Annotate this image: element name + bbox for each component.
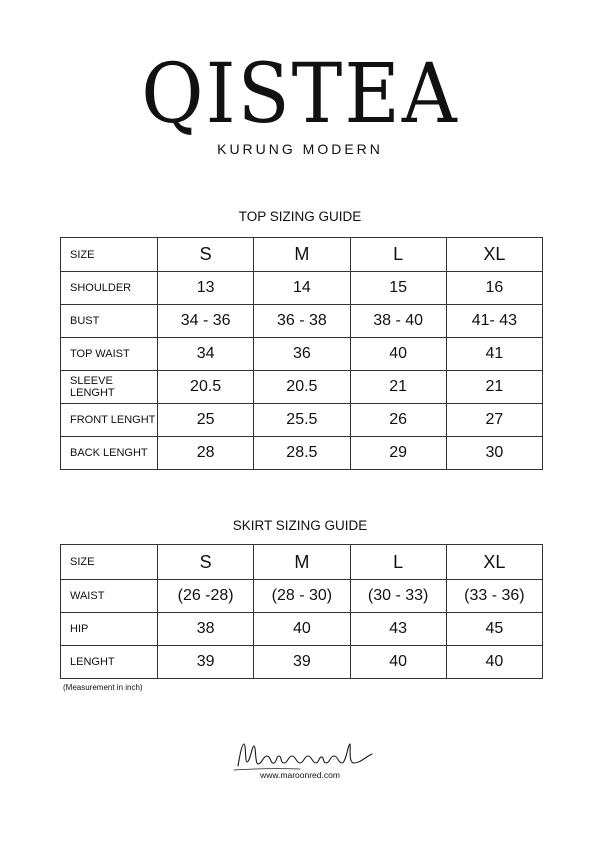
- cell: 40: [350, 646, 446, 679]
- table-row: [61, 404, 543, 437]
- skirt-guide-title: SKIRT SIZING GUIDE: [232, 518, 368, 533]
- row-label: HIP: [61, 613, 158, 646]
- row-label: LENGHT: [61, 646, 158, 679]
- cell: (26 -28): [158, 580, 254, 613]
- header-label: SIZE: [61, 545, 158, 580]
- table-row: [61, 305, 543, 338]
- row-label: SLEEVE LENGHT: [61, 371, 158, 404]
- size-s-header: S: [158, 238, 254, 272]
- cell: 27: [446, 404, 542, 437]
- size-m-header: M: [254, 545, 350, 580]
- cell: 25: [158, 404, 254, 437]
- table-row: [61, 371, 543, 404]
- cell: 34: [158, 338, 254, 371]
- cell: 36 - 38: [254, 305, 350, 338]
- cell: 16: [446, 272, 542, 305]
- cell: 21: [446, 371, 542, 404]
- table-row: [61, 338, 543, 371]
- size-xl-header: XL: [446, 545, 542, 580]
- cell: 25.5: [254, 404, 350, 437]
- cell: 38 - 40: [350, 305, 446, 338]
- cell: 21: [350, 371, 446, 404]
- header-label: SIZE: [61, 238, 158, 272]
- cell: (28 - 30): [254, 580, 350, 613]
- size-l-header: L: [350, 238, 446, 272]
- cell: 29: [350, 437, 446, 470]
- row-label: SHOULDER: [61, 272, 158, 305]
- cell: 13: [158, 272, 254, 305]
- cell: (33 - 36): [446, 580, 542, 613]
- cell: 41- 43: [446, 305, 542, 338]
- cell: 20.5: [158, 371, 254, 404]
- top-sizing-table: [60, 237, 543, 470]
- row-label: BACK LENGHT: [61, 437, 158, 470]
- cell: 34 - 36: [158, 305, 254, 338]
- size-l-header: L: [350, 545, 446, 580]
- cell: 40: [446, 646, 542, 679]
- cell: (30 - 33): [350, 580, 446, 613]
- cell: 39: [158, 646, 254, 679]
- row-label: BUST: [61, 305, 158, 338]
- table-header-row: [61, 238, 543, 272]
- cell: 14: [254, 272, 350, 305]
- measurement-note: (Measurement in inch): [63, 683, 143, 692]
- cell: 15: [350, 272, 446, 305]
- table-row: [61, 437, 543, 470]
- table-row: [61, 646, 543, 679]
- table-row: [61, 613, 543, 646]
- size-m-header: M: [254, 238, 350, 272]
- cell: 43: [350, 613, 446, 646]
- brand-logo: QISTEA: [141, 45, 459, 142]
- cell: 40: [254, 613, 350, 646]
- brand-tagline: KURUNG MODERN: [217, 141, 383, 157]
- cell: 36: [254, 338, 350, 371]
- cell: 45: [446, 613, 542, 646]
- website-link[interactable]: www.maroonred.com: [260, 770, 340, 780]
- cell: 41: [446, 338, 542, 371]
- table-row: [61, 580, 543, 613]
- row-label: WAIST: [61, 580, 158, 613]
- table-row: [61, 272, 543, 305]
- size-xl-header: XL: [446, 238, 542, 272]
- cell: 28.5: [254, 437, 350, 470]
- cell: 30: [446, 437, 542, 470]
- table-header-row: [61, 545, 543, 580]
- row-label: FRONT LENGHT: [61, 404, 158, 437]
- row-label: TOP WAIST: [61, 338, 158, 371]
- cell: 26: [350, 404, 446, 437]
- cell: 20.5: [254, 371, 350, 404]
- cell: 38: [158, 613, 254, 646]
- cell: 39: [254, 646, 350, 679]
- skirt-sizing-table: [60, 544, 543, 679]
- cell: 28: [158, 437, 254, 470]
- top-guide-title: TOP SIZING GUIDE: [238, 209, 362, 224]
- cell: 40: [350, 338, 446, 371]
- size-s-header: S: [158, 545, 254, 580]
